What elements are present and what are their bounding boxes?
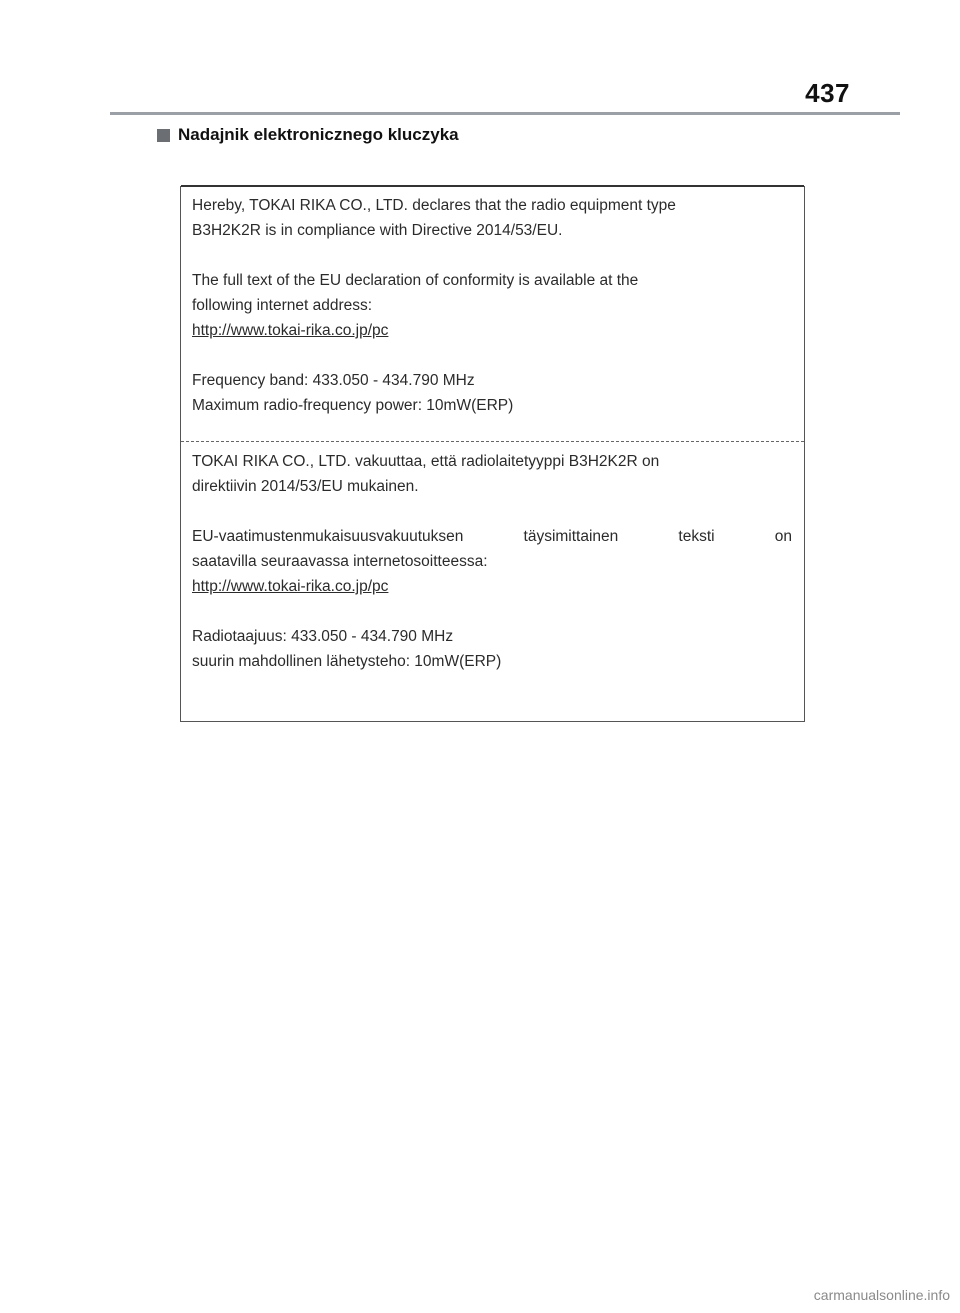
declaration-en-line1: Hereby, TOKAI RIKA CO., LTD. declares that the radio equipment type bbox=[192, 197, 676, 214]
page-number: 437 bbox=[805, 78, 850, 108]
declaration-fi-line4: saatavilla seuraavassa internetosoitteessa: bbox=[192, 553, 488, 570]
declaration-en-line2: B3H2K2R is in compliance with Directive 2014/53/EU. bbox=[192, 222, 563, 239]
declaration-english bbox=[192, 193, 792, 418]
dashed-divider bbox=[181, 441, 804, 442]
header-rule bbox=[110, 112, 900, 115]
declaration-fi-power: suurin mahdollinen lähetysteho: 10mW(ERP) bbox=[192, 653, 502, 670]
declaration-fi-frequency: Radiotaajuus: 433.050 - 434.790 MHz bbox=[192, 628, 454, 645]
declaration-fi-line3-word: on bbox=[774, 528, 792, 545]
declaration-fi-line3-word: teksti bbox=[678, 528, 715, 545]
declaration-fi-line3-word: EU-vaatimustenmukaisuusvakuutuksen bbox=[192, 528, 464, 545]
declaration-en-frequency: Frequency band: 433.050 - 434.790 MHz bbox=[192, 372, 475, 389]
declaration-en-link[interactable]: http://www.tokai-rika.co.jp/pc bbox=[192, 322, 389, 339]
declaration-box bbox=[180, 186, 805, 722]
declaration-finnish bbox=[192, 449, 792, 674]
declaration-fi-link[interactable]: http://www.tokai-rika.co.jp/pc bbox=[192, 578, 389, 595]
declaration-fi-line3-word: täysimittainen bbox=[523, 528, 619, 545]
section-heading-text: Nadajnik elektronicznego kluczyka bbox=[178, 125, 459, 144]
section-heading bbox=[157, 125, 459, 145]
declaration-en-line3: The full text of the EU declaration of conformity is available at the bbox=[192, 272, 639, 289]
declaration-fi-line1: TOKAI RIKA CO., LTD. vakuuttaa, että radiolaitetyyppi B3H2K2R on bbox=[192, 453, 660, 470]
declaration-en-power: Maximum radio-frequency power: 10mW(ERP) bbox=[192, 397, 514, 414]
declaration-fi-line2: direktiivin 2014/53/EU mukainen. bbox=[192, 478, 419, 495]
square-bullet-icon bbox=[157, 129, 170, 142]
declaration-en-line4: following internet address: bbox=[192, 297, 373, 314]
watermark: carmanualsonline.info bbox=[813, 1287, 950, 1303]
declaration-fi-line3 bbox=[192, 524, 792, 549]
